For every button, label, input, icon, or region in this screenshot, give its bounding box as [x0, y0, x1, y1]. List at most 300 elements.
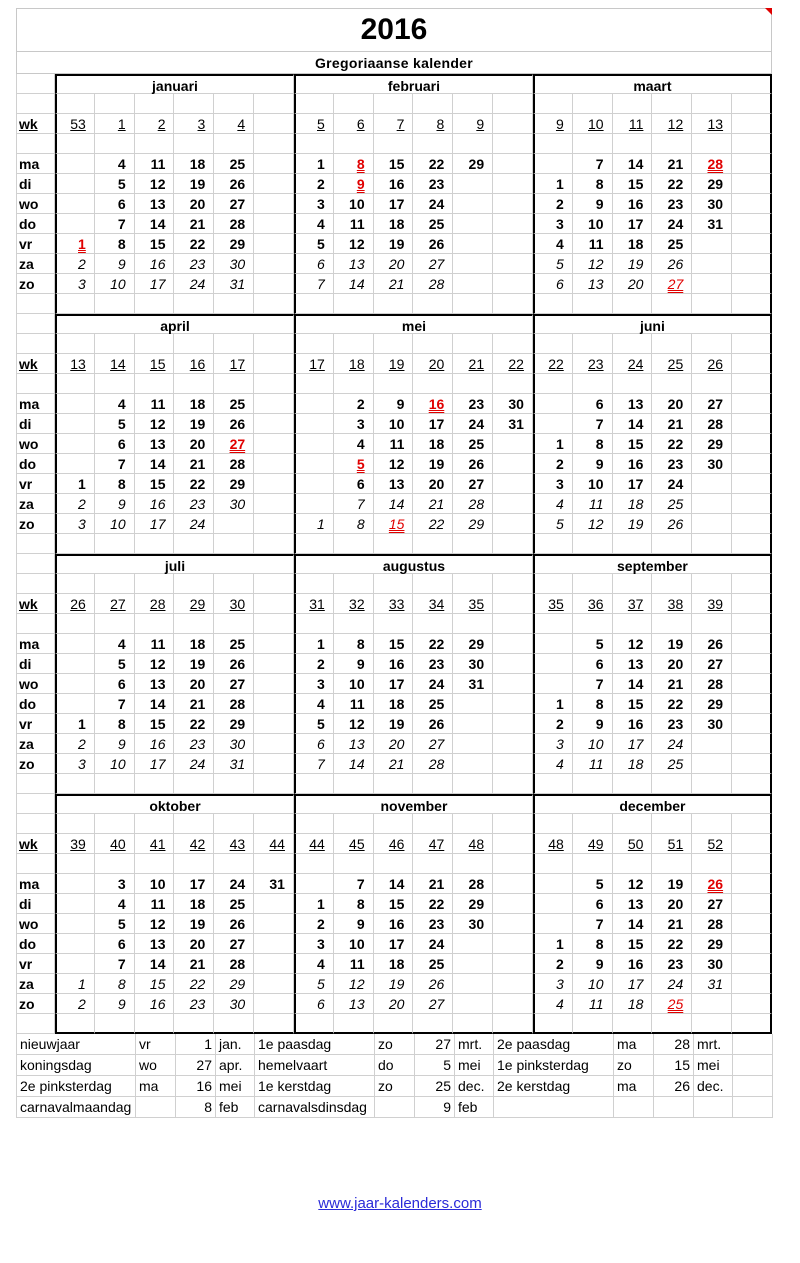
day-cell [254, 514, 294, 534]
day-cell [732, 674, 772, 694]
empty-cell [374, 94, 414, 114]
day-cell: 10 [573, 734, 613, 754]
day-cell: 23 [413, 174, 453, 194]
day-cell: 4 [533, 754, 573, 774]
holiday-weekday: do [375, 1055, 415, 1076]
day-cell: 14 [334, 274, 374, 294]
day-cell: 20 [174, 674, 214, 694]
week-number: 40 [95, 834, 135, 854]
day-cell: 16 [613, 454, 653, 474]
empty-cell [254, 574, 294, 594]
holiday-name: carnavalmaandag [16, 1097, 136, 1118]
day-label: wo [16, 914, 55, 934]
empty-cell [174, 814, 214, 834]
day-cell [254, 934, 294, 954]
day-cell [732, 494, 772, 514]
day-cell [732, 874, 772, 894]
holiday-date: 26 [654, 1076, 694, 1097]
day-cell: 18 [613, 754, 653, 774]
day-cell [294, 434, 334, 454]
day-cell [453, 714, 493, 734]
empty-cell [214, 774, 254, 794]
day-cell: 7 [95, 454, 135, 474]
day-cell: 17 [374, 674, 414, 694]
day-cell [692, 254, 732, 274]
empty-cell [95, 294, 135, 314]
day-cell: 11 [334, 954, 374, 974]
day-label: zo [16, 754, 55, 774]
empty-cell [453, 374, 493, 394]
day-cell [55, 894, 95, 914]
week-label: wk [16, 354, 55, 374]
day-label: di [16, 174, 55, 194]
holiday-name: 2e pinksterdag [16, 1076, 136, 1097]
empty-cell [493, 1014, 533, 1034]
day-cell: 22 [652, 694, 692, 714]
day-cell: 16 [135, 734, 175, 754]
day-cell: 18 [374, 954, 414, 974]
week-number: 13 [692, 114, 732, 134]
day-cell: 26 [453, 454, 493, 474]
empty-cell [613, 574, 653, 594]
empty-cell [135, 134, 175, 154]
day-cell: 10 [135, 874, 175, 894]
day-cell: 8 [573, 434, 613, 454]
day-cell: 15 [374, 154, 414, 174]
day-cell: 31 [254, 874, 294, 894]
day-cell [254, 214, 294, 234]
week-number: 38 [652, 594, 692, 614]
empty-cell [374, 294, 414, 314]
day-cell [453, 694, 493, 714]
day-cell: 8 [573, 934, 613, 954]
empty-cell [214, 134, 254, 154]
day-cell: 6 [573, 894, 613, 914]
day-cell: 28 [214, 214, 254, 234]
day-cell [493, 174, 533, 194]
week-number: 26 [692, 354, 732, 374]
week-number: 48 [533, 834, 573, 854]
day-cell: 14 [374, 874, 414, 894]
day-cell: 5 [95, 414, 135, 434]
empty-cell [174, 574, 214, 594]
day-cell [55, 214, 95, 234]
day-cell: 14 [613, 414, 653, 434]
empty-cell [652, 534, 692, 554]
day-cell: 12 [334, 714, 374, 734]
holiday-month: dec. [455, 1076, 494, 1097]
day-cell: 2 [55, 254, 95, 274]
day-cell [732, 394, 772, 414]
day-cell [254, 714, 294, 734]
day-cell [254, 154, 294, 174]
day-cell: 3 [533, 974, 573, 994]
week-label: wk [16, 114, 55, 134]
empty-cell [334, 614, 374, 634]
day-cell: 20 [652, 394, 692, 414]
empty-cell [453, 1014, 493, 1034]
day-cell [533, 394, 573, 414]
empty-cell [732, 774, 772, 794]
day-cell: 2 [294, 174, 334, 194]
day-cell: 23 [453, 394, 493, 414]
empty-cell [55, 774, 95, 794]
day-cell [692, 494, 732, 514]
empty-cell [652, 774, 692, 794]
day-cell: 11 [573, 234, 613, 254]
day-cell: 12 [135, 414, 175, 434]
website-link[interactable]: www.jaar-kalenders.com [318, 1195, 482, 1212]
empty-cell [652, 334, 692, 354]
week-number [732, 114, 772, 134]
empty-cell [135, 334, 175, 354]
day-cell: 12 [573, 254, 613, 274]
day-cell: 17 [613, 734, 653, 754]
day-cell: 14 [135, 694, 175, 714]
day-cell: 22 [174, 974, 214, 994]
week-number: 9 [533, 114, 573, 134]
day-cell [533, 874, 573, 894]
empty-cell [214, 1014, 254, 1034]
day-cell: 10 [573, 474, 613, 494]
day-cell [533, 674, 573, 694]
empty-cell [214, 334, 254, 354]
day-cell: 4 [95, 634, 135, 654]
empty-cell [533, 854, 573, 874]
day-cell: 6 [294, 254, 334, 274]
day-cell: 1 [294, 634, 334, 654]
day-cell: 5 [573, 874, 613, 894]
empty-cell [493, 574, 533, 594]
day-cell: 11 [135, 154, 175, 174]
month-name: oktober [55, 794, 294, 814]
empty-cell [254, 374, 294, 394]
day-cell: 7 [334, 494, 374, 514]
day-cell: 30 [214, 254, 254, 274]
empty-cell [95, 854, 135, 874]
day-cell [453, 974, 493, 994]
day-cell [493, 274, 533, 294]
empty-cell [174, 334, 214, 354]
day-cell [732, 914, 772, 934]
day-label: ma [16, 874, 55, 894]
day-cell: 31 [214, 754, 254, 774]
day-cell: 13 [613, 894, 653, 914]
empty-cell [573, 774, 613, 794]
day-cell [493, 894, 533, 914]
week-number: 27 [95, 594, 135, 614]
day-cell: 28 [214, 954, 254, 974]
day-cell [254, 434, 294, 454]
day-cell: 9 [334, 914, 374, 934]
day-cell [493, 914, 533, 934]
day-cell: 7 [573, 674, 613, 694]
year-title: 2016 [360, 13, 428, 46]
day-cell: 7 [573, 414, 613, 434]
day-cell: 23 [652, 454, 692, 474]
day-label: wo [16, 434, 55, 454]
day-cell: 28 [413, 754, 453, 774]
day-cell: 24 [214, 874, 254, 894]
day-cell [254, 954, 294, 974]
day-cell: 17 [174, 874, 214, 894]
week-number: 42 [174, 834, 214, 854]
empty-cell [254, 854, 294, 874]
week-label: wk [16, 594, 55, 614]
day-cell: 24 [453, 414, 493, 434]
day-cell [493, 634, 533, 654]
day-cell [55, 694, 95, 714]
day-cell: 5 [95, 174, 135, 194]
day-label: ma [16, 394, 55, 414]
empty-cell [413, 334, 453, 354]
label-cell [16, 334, 55, 354]
week-number: 7 [374, 114, 414, 134]
day-cell: 16 [613, 714, 653, 734]
month-name: maart [533, 74, 772, 94]
day-cell: 20 [174, 934, 214, 954]
empty-cell [55, 334, 95, 354]
day-cell: 28 [692, 914, 732, 934]
week-number: 44 [254, 834, 294, 854]
day-cell [732, 274, 772, 294]
week-number: 39 [692, 594, 732, 614]
empty-cell [214, 614, 254, 634]
empty-cell [692, 334, 732, 354]
holiday-weekday: vr [136, 1034, 176, 1055]
empty-cell [334, 854, 374, 874]
empty-cell [613, 774, 653, 794]
holiday-month: feb [455, 1097, 494, 1118]
week-number: 45 [334, 834, 374, 854]
empty-cell [55, 94, 95, 114]
empty-cell [374, 614, 414, 634]
day-cell: 10 [95, 754, 135, 774]
week-number: 53 [55, 114, 95, 134]
empty-cell [533, 94, 573, 114]
day-cell: 2 [294, 914, 334, 934]
day-cell: 28 [214, 694, 254, 714]
empty-cell [95, 1014, 135, 1034]
empty-cell [95, 574, 135, 594]
calendar-sheet [16, 8, 772, 1118]
empty-cell [55, 534, 95, 554]
empty-cell [493, 294, 533, 314]
day-cell: 4 [533, 994, 573, 1014]
day-cell: 17 [374, 194, 414, 214]
title-row [16, 8, 772, 51]
day-cell: 10 [334, 674, 374, 694]
day-cell: 27 [214, 434, 254, 454]
day-cell: 16 [135, 494, 175, 514]
day-cell: 11 [573, 494, 613, 514]
week-number: 19 [374, 354, 414, 374]
day-cell [533, 654, 573, 674]
day-cell: 6 [95, 434, 135, 454]
day-cell: 1 [294, 894, 334, 914]
day-cell: 26 [413, 714, 453, 734]
day-cell: 3 [294, 194, 334, 214]
holiday-month: jan. [216, 1034, 255, 1055]
day-cell: 18 [174, 634, 214, 654]
day-cell [732, 234, 772, 254]
empty-cell [254, 334, 294, 354]
day-cell: 15 [374, 514, 414, 534]
empty-cell [174, 1014, 214, 1034]
day-cell: 3 [55, 754, 95, 774]
empty-cell [613, 854, 653, 874]
day-cell: 7 [95, 694, 135, 714]
empty-cell [334, 814, 374, 834]
day-cell: 30 [692, 454, 732, 474]
week-number: 14 [95, 354, 135, 374]
day-cell [453, 934, 493, 954]
day-cell: 22 [652, 434, 692, 454]
week-number: 5 [294, 114, 334, 134]
week-number: 41 [135, 834, 175, 854]
empty-cell [692, 814, 732, 834]
empty-cell [533, 814, 573, 834]
day-cell: 19 [613, 254, 653, 274]
day-cell [732, 734, 772, 754]
day-cell: 9 [334, 654, 374, 674]
empty-cell [692, 614, 732, 634]
day-cell: 31 [692, 214, 732, 234]
day-cell: 5 [334, 454, 374, 474]
holiday-month: mrt. [694, 1034, 733, 1055]
empty-cell [413, 94, 453, 114]
footer [0, 1195, 800, 1212]
week-number: 22 [493, 354, 533, 374]
empty-cell [613, 94, 653, 114]
day-cell: 15 [135, 234, 175, 254]
day-cell: 23 [174, 494, 214, 514]
day-cell: 21 [413, 494, 453, 514]
week-number: 35 [533, 594, 573, 614]
empty-cell [413, 534, 453, 554]
day-cell: 21 [174, 214, 214, 234]
empty-cell [692, 374, 732, 394]
day-cell [254, 254, 294, 274]
day-cell [254, 634, 294, 654]
holiday-name: koningsdag [16, 1055, 136, 1076]
day-cell: 21 [652, 914, 692, 934]
empty-cell [135, 534, 175, 554]
empty-cell [453, 614, 493, 634]
day-cell: 11 [135, 394, 175, 414]
week-number [732, 594, 772, 614]
day-cell: 26 [692, 874, 732, 894]
day-cell: 11 [334, 214, 374, 234]
day-cell: 16 [135, 994, 175, 1014]
day-cell: 9 [95, 254, 135, 274]
empty-cell [733, 1055, 773, 1076]
empty-cell [453, 814, 493, 834]
empty-cell [135, 854, 175, 874]
day-cell: 11 [374, 434, 414, 454]
day-cell: 15 [374, 634, 414, 654]
empty-cell [573, 1014, 613, 1034]
empty-cell [374, 574, 414, 594]
day-cell [55, 414, 95, 434]
label-cell [16, 774, 55, 794]
day-cell [453, 214, 493, 234]
day-cell: 22 [174, 234, 214, 254]
empty-cell [652, 374, 692, 394]
day-cell: 24 [413, 674, 453, 694]
day-cell: 22 [174, 714, 214, 734]
day-cell: 29 [214, 714, 254, 734]
holiday-month: mei [455, 1055, 494, 1076]
week-number: 23 [573, 354, 613, 374]
week-number [732, 834, 772, 854]
empty-cell [493, 134, 533, 154]
week-number: 35 [453, 594, 493, 614]
day-cell [294, 414, 334, 434]
day-cell: 7 [294, 274, 334, 294]
empty-cell [573, 294, 613, 314]
empty-cell [493, 614, 533, 634]
day-cell: 7 [334, 874, 374, 894]
day-cell: 23 [413, 914, 453, 934]
day-cell [493, 754, 533, 774]
day-cell: 22 [413, 514, 453, 534]
day-cell: 15 [374, 894, 414, 914]
day-cell: 15 [135, 974, 175, 994]
day-cell [732, 474, 772, 494]
subtitle: Gregoriaanse kalender [314, 54, 474, 71]
week-number [254, 594, 294, 614]
day-cell [732, 694, 772, 714]
day-cell [692, 274, 732, 294]
empty-cell [694, 1097, 733, 1118]
empty-cell [573, 134, 613, 154]
day-cell [732, 454, 772, 474]
day-cell: 4 [294, 954, 334, 974]
week-number: 8 [413, 114, 453, 134]
week-number [493, 834, 533, 854]
month-name: mei [294, 314, 533, 334]
day-cell: 7 [573, 914, 613, 934]
empty-cell [294, 574, 334, 594]
day-cell: 15 [135, 474, 175, 494]
empty-cell [174, 534, 214, 554]
empty-cell [55, 1014, 95, 1034]
day-cell: 26 [214, 174, 254, 194]
day-cell [493, 494, 533, 514]
day-cell: 24 [652, 474, 692, 494]
week-number: 6 [334, 114, 374, 134]
week-label: wk [16, 834, 55, 854]
day-label: zo [16, 274, 55, 294]
day-cell [453, 234, 493, 254]
label-cell [16, 794, 55, 814]
day-cell: 26 [652, 254, 692, 274]
day-cell: 29 [453, 514, 493, 534]
empty-cell [55, 854, 95, 874]
day-cell: 19 [613, 514, 653, 534]
day-label: do [16, 214, 55, 234]
empty-cell [573, 814, 613, 834]
day-cell: 25 [214, 154, 254, 174]
day-cell [453, 754, 493, 774]
week-number: 46 [374, 834, 414, 854]
empty-cell [254, 134, 294, 154]
day-cell: 28 [214, 454, 254, 474]
day-label: wo [16, 194, 55, 214]
empty-cell [135, 574, 175, 594]
day-cell: 5 [573, 634, 613, 654]
